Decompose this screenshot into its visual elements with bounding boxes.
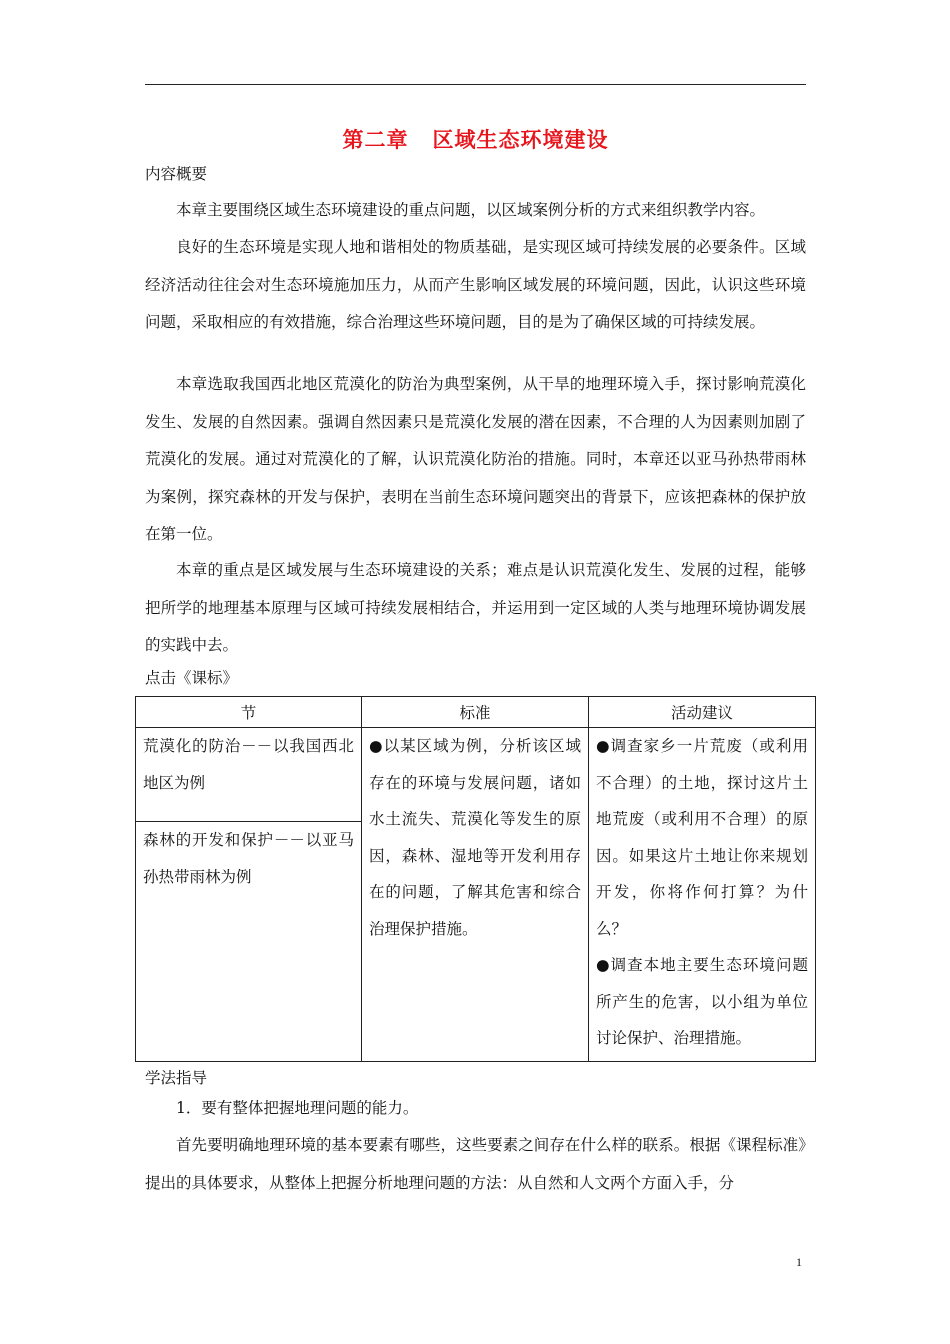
page-number: 1 bbox=[796, 1255, 802, 1269]
activity-2: ●调查本地主要生态环境问题所产生的危害，以小组为单位讨论保护、治理措施。 bbox=[596, 956, 808, 1047]
overview-paragraph-2: 良好的生态环境是实现人地和谐相处的物质基础，是实现区域可持续发展的必要条件。区域经济活动往往会对生态环境施加压力，从而产生影响区域发展的环境问题，因此，认识这些环境问题，采取相应的有效措施，综合治理这些环境问题，目的是为了确保区域的可持续发展。 bbox=[145, 238, 806, 331]
guidance-label: 学法指导 bbox=[145, 1069, 208, 1087]
section-desertification: 荒漠化的防治－－以我国西北地区为例 bbox=[136, 728, 362, 822]
header-activity: 活动建议 bbox=[589, 697, 816, 728]
standard-cell bbox=[362, 728, 589, 1062]
activity-cell bbox=[589, 728, 816, 1062]
guidance-item-1-text: 首先要明确地理环境的基本要素有哪些，这些要素之间存在什么样的联系。根据《课程标准》提出的具体要求，从整体上把握分析地理问题的方法：从自然和人文两个方面入手，分 bbox=[145, 1136, 806, 1192]
overview-label: 内容概要 bbox=[145, 165, 208, 183]
standards-table bbox=[135, 696, 816, 1062]
overview-paragraph-1: 本章主要围绕区域生态环境建设的重点问题，以区域案例分析的方式来组织教学内容。 bbox=[176, 201, 766, 219]
chapter-name: 区域生态环境建设 bbox=[432, 127, 609, 152]
chapter-title bbox=[145, 124, 806, 154]
chapter-number: 第二章 bbox=[342, 127, 409, 152]
header-rule bbox=[145, 84, 806, 85]
overview-paragraph-3: 本章选取我国西北地区荒漠化的防治为典型案例，从干旱的地理环境入手，探讨影响荒漠化发生、发展的自然因素。强调自然因素只是荒漠化发展的潜在因素，不合理的人为因素则加剧了荒漠化的发展。通过对荒漠化的了解，认识荒漠化防治的措施。同时，本章还以亚马孙热带雨林为案例，探究森林的开发与保护，表明在当前生态环境问题突出的背景下，应该把森林的保护放在第一位。 bbox=[145, 375, 806, 543]
overview-paragraph-4: 本章的重点是区域发展与生态环境建设的关系；难点是认识荒漠化发生、发展的过程，能够把所学的地理基本原理与区域可持续发展相结合，并运用到一定区域的人类与地理环境协调发展的实践中去。 bbox=[145, 561, 806, 654]
activity-1: ●调查家乡一片荒废（或利用不合理）的土地，探讨这片土地荒废（或利用不合理）的原因。如果这片土地让你来规划开发，你将作何打算？为什么？ bbox=[596, 737, 808, 938]
guidance-item-1: 1．要有整体把握地理问题的能力。 bbox=[176, 1099, 419, 1117]
header-section: 节 bbox=[136, 697, 362, 728]
section-forest: 森林的开发和保护－－以亚马孙热带雨林为例 bbox=[136, 822, 362, 1062]
header-standard: 标准 bbox=[362, 697, 589, 728]
standard-text: ●以某区域为例，分析该区域存在的环境与发展问题，诸如水土流失、荒漠化等发生的原因，森林、湿地等开发利用存在的问题，了解其危害和综合治理保护措施。 bbox=[369, 737, 581, 938]
standards-label: 点击《课标》 bbox=[145, 669, 239, 687]
